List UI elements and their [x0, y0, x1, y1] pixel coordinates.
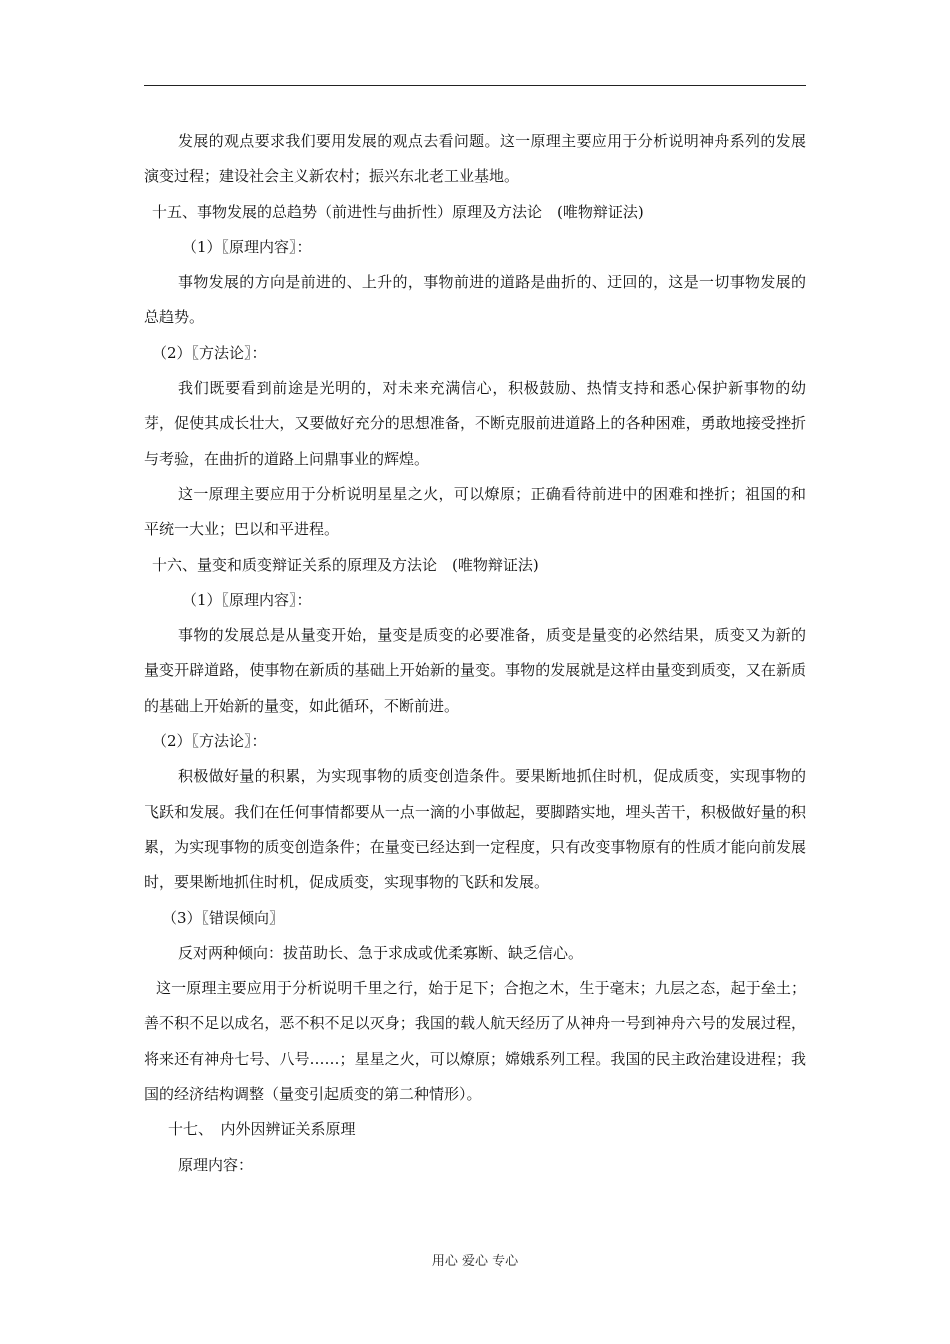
- section-heading-h16-3: （3）〖错误倾向〗: [162, 908, 285, 927]
- page-footer: 用心 爱心 专心: [431, 1254, 519, 1269]
- section-heading-h16-2: （2）〖方法论〗：: [152, 732, 267, 751]
- section-heading-h16-1: （1）〖原理内容〗：: [182, 590, 312, 609]
- header-rule: [144, 85, 806, 86]
- section-heading-h17-1: 原理内容：: [178, 1155, 254, 1174]
- paragraph-p16-4: 这一原理主要应用于分析说明千里之行，始于足下；合抱之木，生于毫末；九层之态，起于垒土；善不积不足以成名，恶不积不足以灭身；我国的载人航天经历了从神舟一号到神舟六号的发展过程，将来还有神舟七号、八号……；星星之火，可以燎原；嫦娥系列工程。我国的民主政治建设进程；我国的经济结构调整（量变引起质变的第二种情形）。: [144, 979, 806, 1104]
- section-heading-h15-2: （2）〖方法论〗：: [152, 343, 267, 362]
- paragraph-p16-1: 事物的发展总是从量变开始，量变是质变的必要准备，质变是量变的必然结果，质变又为新的量变开辟道路，使事物在新质的基础上开始新的量变。事物的发展就是这样由量变到质变，又在新质的基础上开始新的量变，如此循环，不断前进。: [144, 626, 806, 715]
- document-body: [144, 124, 806, 1183]
- paragraph-p15-1: 事物发展的方向是前进的、上升的，事物前进的道路是曲折的、迂回的，这是一切事物发展的总趋势。: [144, 273, 806, 327]
- paragraph-p15-2: 我们既要看到前途是光明的，对未来充满信心，积极鼓励、热情支持和悉心保护新事物的幼芽，促使其成长壮大，又要做好充分的思想准备，不断克服前进道路上的各种困难，勇敢地接受挫折与考验，在曲折的道路上问鼎事业的辉煌。: [144, 379, 806, 468]
- paragraph-p16-2: 积极做好量的积累，为实现事物的质变创造条件。要果断地抓住时机，促成质变，实现事物的飞跃和发展。我们在任何事情都要从一点一滴的小事做起，要脚踏实地，埋头苦干，积极做好量的积累，为实现事物的质变创造条件；在量变已经达到一定程度，只有改变事物原有的性质才能向前发展时，要果断地抓住时机，促成质变，实现事物的飞跃和发展。: [144, 767, 806, 892]
- section-heading-h15: 十五、事物发展的总趋势（前进性与曲折性）原理及方法论 (唯物辩证法): [152, 202, 644, 221]
- paragraph-p1: 发展的观点要求我们要用发展的观点去看问题。这一原理主要应用于分析说明神舟系列的发展演变过程；建设社会主义新农村；振兴东北老工业基地。: [144, 132, 806, 186]
- section-heading-h16: 十六、量变和质变辩证关系的原理及方法论 (唯物辩证法): [152, 555, 539, 574]
- section-heading-h17: 十七、 内外因辨证关系原理: [168, 1120, 356, 1139]
- paragraph-p15-3: 这一原理主要应用于分析说明星星之火，可以燎原；正确看待前进中的困难和挫折；祖国的和平统一大业；巴以和平进程。: [144, 484, 806, 539]
- section-heading-h15-1: （1）〖原理内容〗：: [182, 237, 312, 256]
- paragraph-p16-3: 反对两种倾向：拔苗助长、急于求成或优柔寡断、缺乏信心。: [178, 943, 584, 962]
